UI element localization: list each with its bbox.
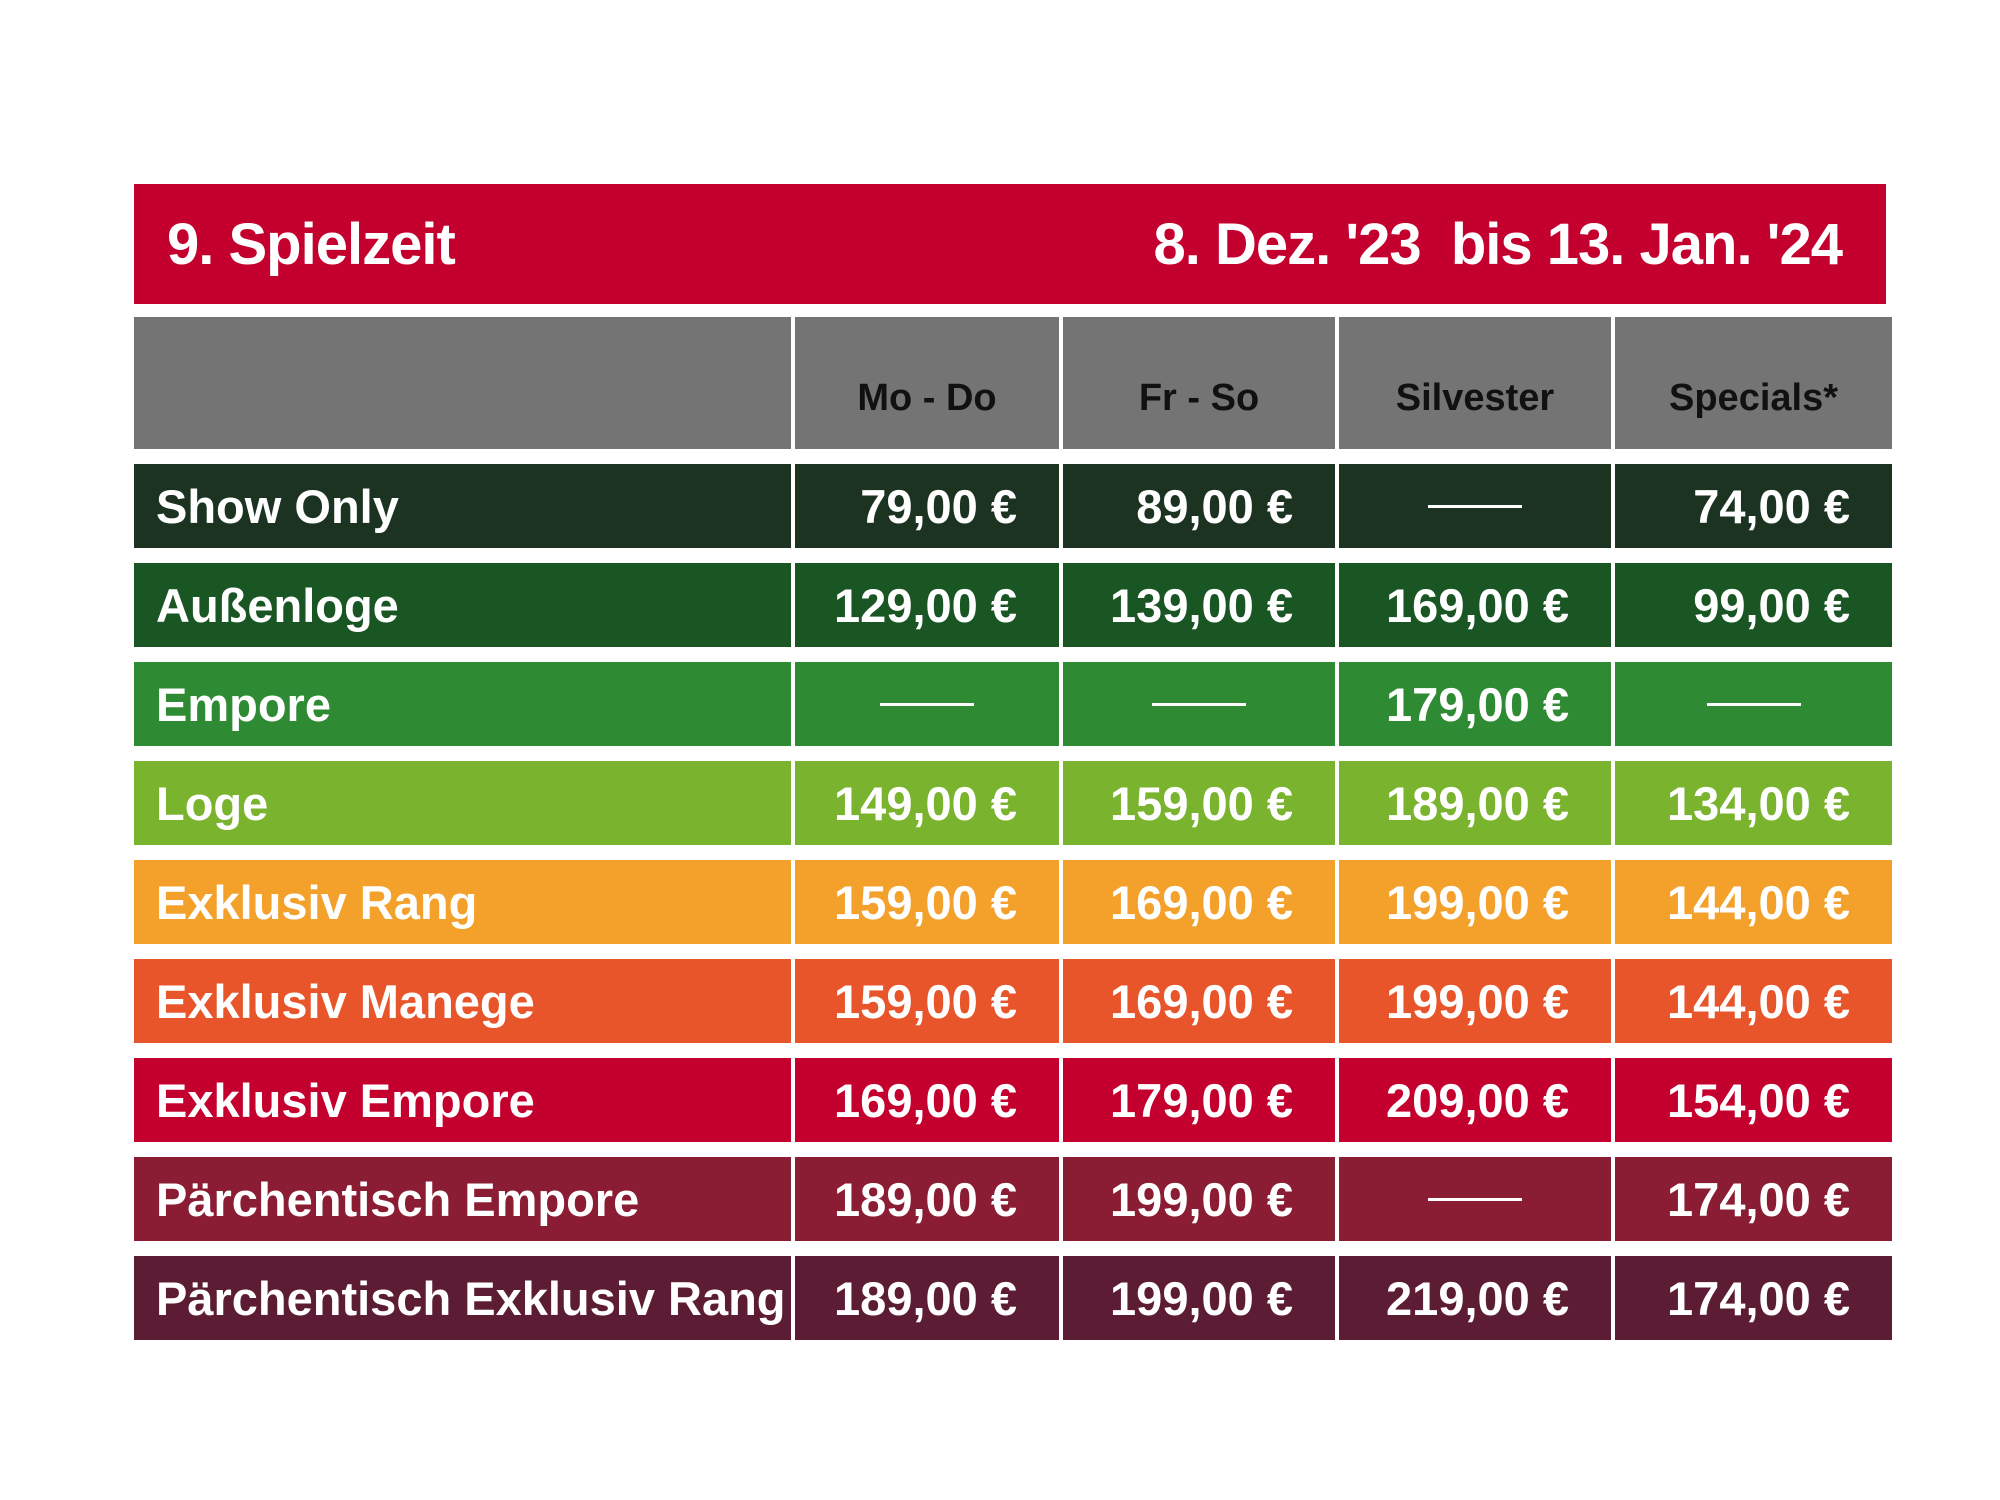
row-label: Pärchentisch Empore — [134, 1157, 791, 1241]
price-cell-fr-so: 169,00 € — [1063, 959, 1335, 1043]
price-cell-specials: 174,00 € — [1615, 1157, 1892, 1241]
price-cell-specials: 74,00 € — [1615, 464, 1892, 548]
price-cell-specials: 174,00 € — [1615, 1256, 1892, 1340]
header-cell-silvester: Silvester — [1339, 317, 1611, 449]
season-banner — [134, 184, 1886, 304]
header-cell-empty — [134, 317, 791, 449]
price-cell-mo-do — [795, 662, 1059, 746]
not-available-dash — [1152, 703, 1246, 706]
price-cell-specials: 99,00 € — [1615, 563, 1892, 647]
row-label: Exklusiv Manege — [134, 959, 791, 1043]
price-cell-fr-so — [1063, 662, 1335, 746]
not-available-dash — [880, 703, 974, 706]
price-cell-silvester: 219,00 € — [1339, 1256, 1611, 1340]
price-cell-silvester: 209,00 € — [1339, 1058, 1611, 1142]
price-cell-mo-do: 189,00 € — [795, 1157, 1059, 1241]
row-label: Exklusiv Rang — [134, 860, 791, 944]
price-cell-fr-so: 169,00 € — [1063, 860, 1335, 944]
price-cell-fr-so: 199,00 € — [1063, 1157, 1335, 1241]
price-cell-silvester: 169,00 € — [1339, 563, 1611, 647]
price-cell-mo-do: 79,00 € — [795, 464, 1059, 548]
price-cell-silvester: 199,00 € — [1339, 860, 1611, 944]
season-title: 9. Spielzeit — [167, 211, 455, 277]
price-cell-mo-do: 189,00 € — [795, 1256, 1059, 1340]
price-cell-silvester: 199,00 € — [1339, 959, 1611, 1043]
row-label: Empore — [134, 662, 791, 746]
price-cell-silvester — [1339, 1157, 1611, 1241]
not-available-dash — [1428, 1198, 1522, 1201]
price-cell-specials: 154,00 € — [1615, 1058, 1892, 1142]
price-cell-silvester: 179,00 € — [1339, 662, 1611, 746]
price-cell-mo-do: 149,00 € — [795, 761, 1059, 845]
price-cell-specials: 144,00 € — [1615, 959, 1892, 1043]
not-available-dash — [1707, 703, 1801, 706]
row-label: Pärchentisch Exklusiv Rang — [134, 1256, 791, 1340]
price-cell-specials: 144,00 € — [1615, 860, 1892, 944]
header-cell-specials: Specials* — [1615, 317, 1892, 449]
price-cell-fr-so: 89,00 € — [1063, 464, 1335, 548]
price-cell-fr-so: 179,00 € — [1063, 1058, 1335, 1142]
not-available-dash — [1428, 505, 1522, 508]
price-cell-specials: 134,00 € — [1615, 761, 1892, 845]
season-dates: 8. Dez. '23 bis 13. Jan. '24 — [1153, 211, 1842, 277]
header-cell-fr-so: Fr - So — [1063, 317, 1335, 449]
price-cell-silvester: 189,00 € — [1339, 761, 1611, 845]
price-cell-mo-do: 129,00 € — [795, 563, 1059, 647]
price-cell-fr-so: 159,00 € — [1063, 761, 1335, 845]
row-label: Exklusiv Empore — [134, 1058, 791, 1142]
price-cell-mo-do: 169,00 € — [795, 1058, 1059, 1142]
price-cell-mo-do: 159,00 € — [795, 959, 1059, 1043]
price-cell-fr-so: 199,00 € — [1063, 1256, 1335, 1340]
header-cell-mo-do: Mo - Do — [795, 317, 1059, 449]
price-cell-fr-so: 139,00 € — [1063, 563, 1335, 647]
price-cell-specials — [1615, 662, 1892, 746]
price-cell-silvester — [1339, 464, 1611, 548]
price-cell-mo-do: 159,00 € — [795, 860, 1059, 944]
row-label: Show Only — [134, 464, 791, 548]
row-label: Loge — [134, 761, 791, 845]
price-table — [134, 317, 1886, 1340]
row-label: Außenloge — [134, 563, 791, 647]
